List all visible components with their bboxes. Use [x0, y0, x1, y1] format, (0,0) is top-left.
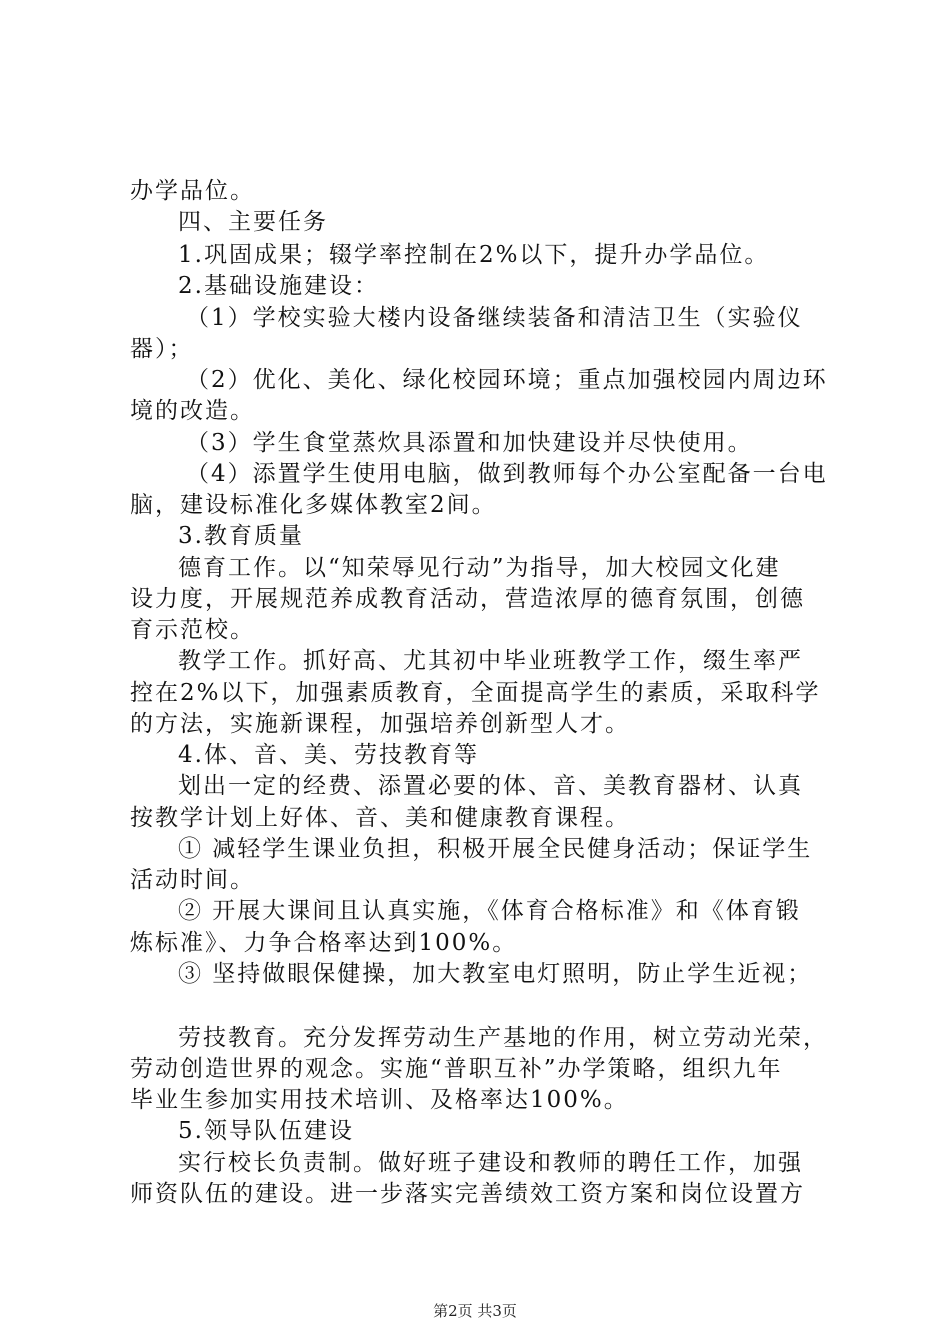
text-line: 德育工作。以“知荣辱见行动”为指导，加大校园文化建: [178, 555, 781, 581]
text-line: 的方法，实施新课程，加强培养创新型人才。: [130, 711, 630, 737]
text-line: 教学工作。抓好高、尤其初中毕业班教学工作，缀生率严: [178, 648, 803, 674]
text-line: （3）学生食堂蒸炊具添置和加快建设并尽快使用。: [186, 430, 753, 456]
text-line: 师资队伍的建设。进一步落实完善绩效工资方案和岗位设置方: [130, 1181, 805, 1207]
text-line: 1.巩固成果；辍学率控制在2%以下，提升办学品位。: [178, 242, 770, 268]
text-line: 设力度，开展规范养成教育活动，营造浓厚的德育氛围，创德: [130, 586, 805, 612]
text-line: 实行校长负责制。做好班子建设和教师的聘任工作，加强: [178, 1150, 803, 1176]
subsection-heading: 5.领导队伍建设: [178, 1118, 354, 1144]
subsection-heading: 3.教育质量: [178, 523, 304, 549]
text-line: 活动时间。: [130, 867, 255, 893]
text-line: 育示范校。: [130, 617, 255, 643]
text-line: 劳动创造世界的观念。实施“普职互补”办学策略，组织九年: [130, 1056, 783, 1082]
text-line: 炼标准》、力争合格率达到100%。: [130, 930, 518, 956]
text-line: 办学品位。: [130, 178, 255, 204]
text-line: （1）学校实验大楼内设备继续装备和清洁卫生（实验仪: [186, 305, 803, 331]
text-line: 按教学计划上好体、音、美和健康教育课程。: [130, 805, 630, 831]
text-line: 境的改造。: [130, 398, 255, 424]
subsection-heading: 4.体、音、美、劳技教育等: [178, 742, 479, 768]
text-line: （4）添置学生使用电脑，做到教师每个办公室配备一台电: [186, 461, 828, 487]
section-heading: 四、主要任务: [178, 209, 328, 235]
text-line: 脑，建设标准化多媒体教室2间。: [130, 492, 497, 518]
text-line: 划出一定的经费、添置必要的体、音、美教育器材、认真: [178, 773, 803, 799]
text-line: （2）优化、美化、绿化校园环境；重点加强校园内周边环: [186, 367, 828, 393]
subsection-heading: 2.基础设施建设：: [178, 273, 379, 299]
list-item: ① 减轻学生课业负担，积极开展全民健身活动；保证学生: [178, 836, 813, 862]
page-footer: 第2页 共3页: [433, 1302, 517, 1320]
list-item: ② 开展大课间且认真实施，《体育合格标准》和《体育锻: [178, 898, 801, 924]
text-line: 控在2%以下，加强素质教育，全面提高学生的素质，采取科学: [130, 680, 821, 706]
text-line: 毕业生参加实用技术培训、及格率达100%。: [130, 1087, 629, 1113]
text-line: 劳技教育。充分发挥劳动生产基地的作用，树立劳动光荣，: [178, 1025, 828, 1051]
list-item: ③ 坚持做眼保健操，加大教室电灯照明，防止学生近视；: [178, 961, 813, 987]
text-line: 器）；: [130, 336, 194, 362]
